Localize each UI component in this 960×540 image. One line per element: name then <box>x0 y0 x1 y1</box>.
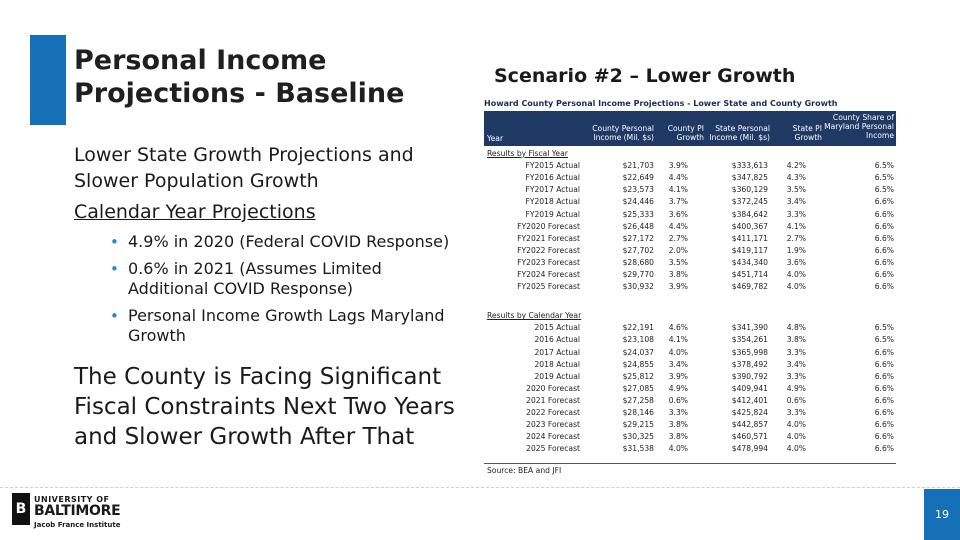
table-cell: 3.5% <box>786 185 806 195</box>
table-cell: 3.8% <box>668 270 688 279</box>
slide-title <box>74 44 404 110</box>
projection-table <box>484 99 896 476</box>
university-logo <box>12 493 152 535</box>
table-row <box>484 323 896 335</box>
table-cell: 3.9% <box>668 161 688 171</box>
table-cell: 6.6% <box>874 383 894 393</box>
table-cell: 4.8% <box>786 323 806 333</box>
table-cell: 6.6% <box>874 347 894 357</box>
table-cell: 3.6% <box>786 257 806 267</box>
table-cell: 4.0% <box>668 444 688 454</box>
table-row <box>484 258 896 270</box>
table-cell: $30,932 <box>622 282 654 292</box>
header-year: Year <box>487 134 504 143</box>
table-cell: 4.0% <box>786 432 806 442</box>
table-cell: FY2022 Forecast <box>517 245 580 255</box>
table-row <box>484 185 896 197</box>
table-cell: 3.4% <box>786 197 806 207</box>
calendar-heading: Calendar Year Projections <box>74 201 316 223</box>
table-cell: $478,994 <box>731 444 768 454</box>
table-cell: 1.9% <box>786 245 806 255</box>
table-cell: 0.6% <box>786 395 806 405</box>
table-cell: $25,812 <box>622 371 654 381</box>
table-cell: 2021 Forecast <box>526 395 580 405</box>
table-cell: 4.4% <box>668 221 688 231</box>
table-cell: $460,571 <box>731 432 768 442</box>
table-source: Source: BEA and JFI <box>487 466 562 476</box>
table-row <box>484 246 896 258</box>
table-cell: $411,171 <box>731 233 768 243</box>
logo-mark-icon: B <box>12 493 30 525</box>
table-cell: $354,261 <box>731 335 768 345</box>
footer-divider <box>0 487 960 488</box>
table-row <box>484 420 896 432</box>
table-cell: FY2017 Actual <box>525 185 580 195</box>
table-title: Howard County Personal Income Projections - Lower State and County Growth <box>484 99 838 108</box>
table-cell: 6.6% <box>874 197 894 207</box>
bullet-item <box>110 232 460 253</box>
table-cell: $21,703 <box>622 161 654 171</box>
header-state-growth: State PI Growth <box>792 124 822 142</box>
table-cell: $26,448 <box>622 221 654 231</box>
table-cell: 6.5% <box>874 323 894 333</box>
table-cell: 6.6% <box>874 420 894 430</box>
table-cell: FY2019 Actual <box>525 209 580 219</box>
table-cell: 0.6% <box>668 395 688 405</box>
table-cell: 2.7% <box>786 233 806 243</box>
table-cell: 6.5% <box>874 173 894 183</box>
table-cell: 4.3% <box>786 173 806 183</box>
slide-title-line2: Projections - Baseline <box>74 78 405 109</box>
bullet-dot-icon: • <box>110 306 119 325</box>
table-cell: $419,117 <box>731 245 768 255</box>
table-cell: 6.6% <box>874 408 894 417</box>
table-cell: 3.7% <box>668 197 688 207</box>
table-cell: 3.8% <box>668 420 688 430</box>
table-cell: $28,680 <box>622 257 654 267</box>
table-cell: $442,857 <box>731 420 768 430</box>
header-county-growth: County PI Growth <box>667 124 704 142</box>
table-cell: 2023 Forecast <box>526 420 580 430</box>
bullet-item <box>110 306 460 347</box>
table-cell: 3.4% <box>786 359 806 369</box>
table-cell: $24,037 <box>622 347 654 357</box>
table-cell: 3.3% <box>786 347 806 357</box>
table-cell: $24,446 <box>622 197 654 207</box>
table-row <box>484 432 896 444</box>
source-divider <box>484 463 896 464</box>
logo-line1: UNIVERSITY OF <box>34 495 110 504</box>
table-cell: $384,642 <box>731 209 768 219</box>
scenario-title: Scenario #2 – Lower Growth <box>494 65 796 87</box>
table-cell: $378,492 <box>731 359 768 369</box>
table-cell: 3.3% <box>786 408 806 417</box>
table-cell: 3.9% <box>668 371 688 381</box>
bullet-text: 0.6% in 2021 (Assumes Limited Additional COVID Response) <box>128 258 382 298</box>
bullet-list <box>110 232 460 353</box>
table-cell: 2015 Actual <box>534 323 580 333</box>
table-cell: $24,855 <box>622 359 654 369</box>
table-row <box>484 173 896 185</box>
table-cell: 3.6% <box>668 209 688 219</box>
header-state-pi: State Personal Income (Mil. $s) <box>709 124 770 142</box>
table-cell: 2.0% <box>668 245 688 255</box>
table-cell: $31,538 <box>622 444 654 454</box>
table-cell: 6.5% <box>874 161 894 171</box>
table-cell: 6.6% <box>874 270 894 279</box>
table-cell: 6.6% <box>874 245 894 255</box>
table-cell: $27,258 <box>622 395 654 405</box>
table-row <box>484 282 896 294</box>
table-cell: $365,998 <box>731 347 768 357</box>
bullet-dot-icon: • <box>110 233 119 251</box>
table-cell: FY2018 Actual <box>525 197 580 207</box>
table-cell: $29,770 <box>622 270 654 279</box>
table-row <box>484 210 896 222</box>
title-accent-bar <box>30 35 66 125</box>
table-header <box>484 111 896 146</box>
table-cell: 4.0% <box>786 282 806 292</box>
table-cell: 4.0% <box>786 270 806 279</box>
fiscal-section-label: Results by Fiscal Year <box>487 149 568 158</box>
table-cell: FY2025 Forecast <box>517 282 580 292</box>
table-cell: 2019 Actual <box>534 371 580 381</box>
table-cell: 2.7% <box>668 233 688 243</box>
table-cell: 4.1% <box>668 335 688 345</box>
table-row <box>484 384 896 396</box>
slide-title-line1: Personal Income <box>74 45 327 76</box>
logo-line3: Jacob France Institute <box>34 521 121 529</box>
table-cell: 6.6% <box>874 209 894 219</box>
table-cell: 2017 Actual <box>534 347 580 357</box>
table-cell: 6.6% <box>874 444 894 454</box>
table-row <box>484 234 896 246</box>
table-cell: $27,172 <box>622 233 654 243</box>
table-cell: $469,782 <box>731 282 768 292</box>
table-cell: $23,108 <box>622 335 654 345</box>
bullet-text: Personal Income Growth Lags Maryland Growth <box>128 305 445 345</box>
table-cell: 2024 Forecast <box>526 432 580 442</box>
table-cell: $360,129 <box>731 185 768 195</box>
page-number: 19 <box>924 489 960 540</box>
table-cell: 3.3% <box>668 408 688 417</box>
table-cell: 3.4% <box>668 359 688 369</box>
table-row <box>484 360 896 372</box>
table-cell: 3.9% <box>668 282 688 292</box>
table-cell: 4.1% <box>668 185 688 195</box>
table-cell: 2018 Actual <box>534 359 580 369</box>
table-cell: $28,146 <box>622 408 654 417</box>
table-cell: 4.4% <box>668 173 688 183</box>
table-cell: 6.6% <box>874 221 894 231</box>
table-cell: $23,573 <box>622 185 654 195</box>
table-cell: FY2016 Actual <box>525 173 580 183</box>
table-cell: 2016 Actual <box>534 335 580 345</box>
table-cell: 4.0% <box>668 347 688 357</box>
table-row <box>484 372 896 384</box>
table-cell: 6.6% <box>874 257 894 267</box>
table-row <box>484 335 896 347</box>
table-cell: 4.0% <box>786 420 806 430</box>
table-cell: 3.8% <box>786 335 806 345</box>
conclusion-text: The County is Facing Significant Fiscal Constraints Next Two Years and Slower Growth After That <box>74 364 455 450</box>
table-cell: 4.9% <box>668 383 688 393</box>
header-share: County Share of Maryland Personal Income <box>824 113 894 140</box>
table-cell: $27,085 <box>622 383 654 393</box>
table-row <box>484 396 896 408</box>
table-cell: $425,824 <box>731 408 768 417</box>
subtitle-line2: Slower Population Growth <box>74 170 319 192</box>
table-cell: 6.6% <box>874 432 894 442</box>
table-cell: 3.5% <box>668 257 688 267</box>
bullet-dot-icon: • <box>110 259 119 278</box>
table-cell: 6.6% <box>874 233 894 243</box>
bullet-text: 4.9% in 2020 (Federal COVID Response) <box>128 232 450 251</box>
table-cell: 3.8% <box>668 432 688 442</box>
table-cell: 4.0% <box>786 444 806 454</box>
table-cell: 4.9% <box>786 383 806 393</box>
table-row <box>484 270 896 282</box>
header-county-pi: County Personal Income (Mil. $s) <box>592 124 654 142</box>
table-cell: 6.5% <box>874 335 894 345</box>
table-cell: 4.6% <box>668 323 688 333</box>
table-cell: FY2020 Forecast <box>517 221 580 231</box>
table-cell: FY2023 Forecast <box>517 257 580 267</box>
table-cell: $390,792 <box>731 371 768 381</box>
table-cell: FY2021 Forecast <box>517 233 580 243</box>
table-row <box>484 222 896 234</box>
table-row <box>484 444 896 456</box>
table-row <box>484 197 896 209</box>
table-cell: $22,649 <box>622 173 654 183</box>
table-row <box>484 408 896 420</box>
bullet-item <box>110 259 460 300</box>
table-cell: 4.2% <box>786 161 806 171</box>
table-cell: FY2015 Actual <box>525 161 580 171</box>
table-cell: $341,390 <box>731 323 768 333</box>
table-cell: 4.1% <box>786 221 806 231</box>
table-cell: $451,714 <box>731 270 768 279</box>
table-cell: 6.6% <box>874 359 894 369</box>
table-cell: $409,941 <box>731 383 768 393</box>
table-cell: $27,702 <box>622 245 654 255</box>
table-cell: $372,245 <box>731 197 768 207</box>
logo-line2: BALTIMORE <box>34 503 121 519</box>
calendar-section-label: Results by Calendar Year <box>487 311 582 321</box>
slide-subtitle <box>74 142 414 194</box>
table-cell: 2025 Forecast <box>526 444 580 454</box>
subtitle-line1: Lower State Growth Projections and <box>74 144 414 166</box>
table-cell: $333,613 <box>731 161 768 171</box>
table-cell: $29,215 <box>622 420 654 430</box>
table-cell: $22,191 <box>622 323 654 333</box>
table-cell: $400,367 <box>731 221 768 231</box>
table-cell: $434,340 <box>731 257 768 267</box>
table-cell: 2022 Forecast <box>526 408 580 417</box>
table-cell: FY2024 Forecast <box>517 270 580 279</box>
table-cell: $347,825 <box>731 173 768 183</box>
table-cell: $30,325 <box>622 432 654 442</box>
table-cell: 2020 Forecast <box>526 383 580 393</box>
table-cell: 6.6% <box>874 395 894 405</box>
table-cell: 3.3% <box>786 209 806 219</box>
table-cell: $25,333 <box>622 209 654 219</box>
table-row <box>484 348 896 360</box>
table-cell: 6.5% <box>874 185 894 195</box>
table-row <box>484 161 896 173</box>
table-cell: $412,401 <box>731 395 768 405</box>
table-cell: 3.3% <box>786 371 806 381</box>
table-cell: 6.6% <box>874 282 894 292</box>
table-cell: 6.6% <box>874 371 894 381</box>
